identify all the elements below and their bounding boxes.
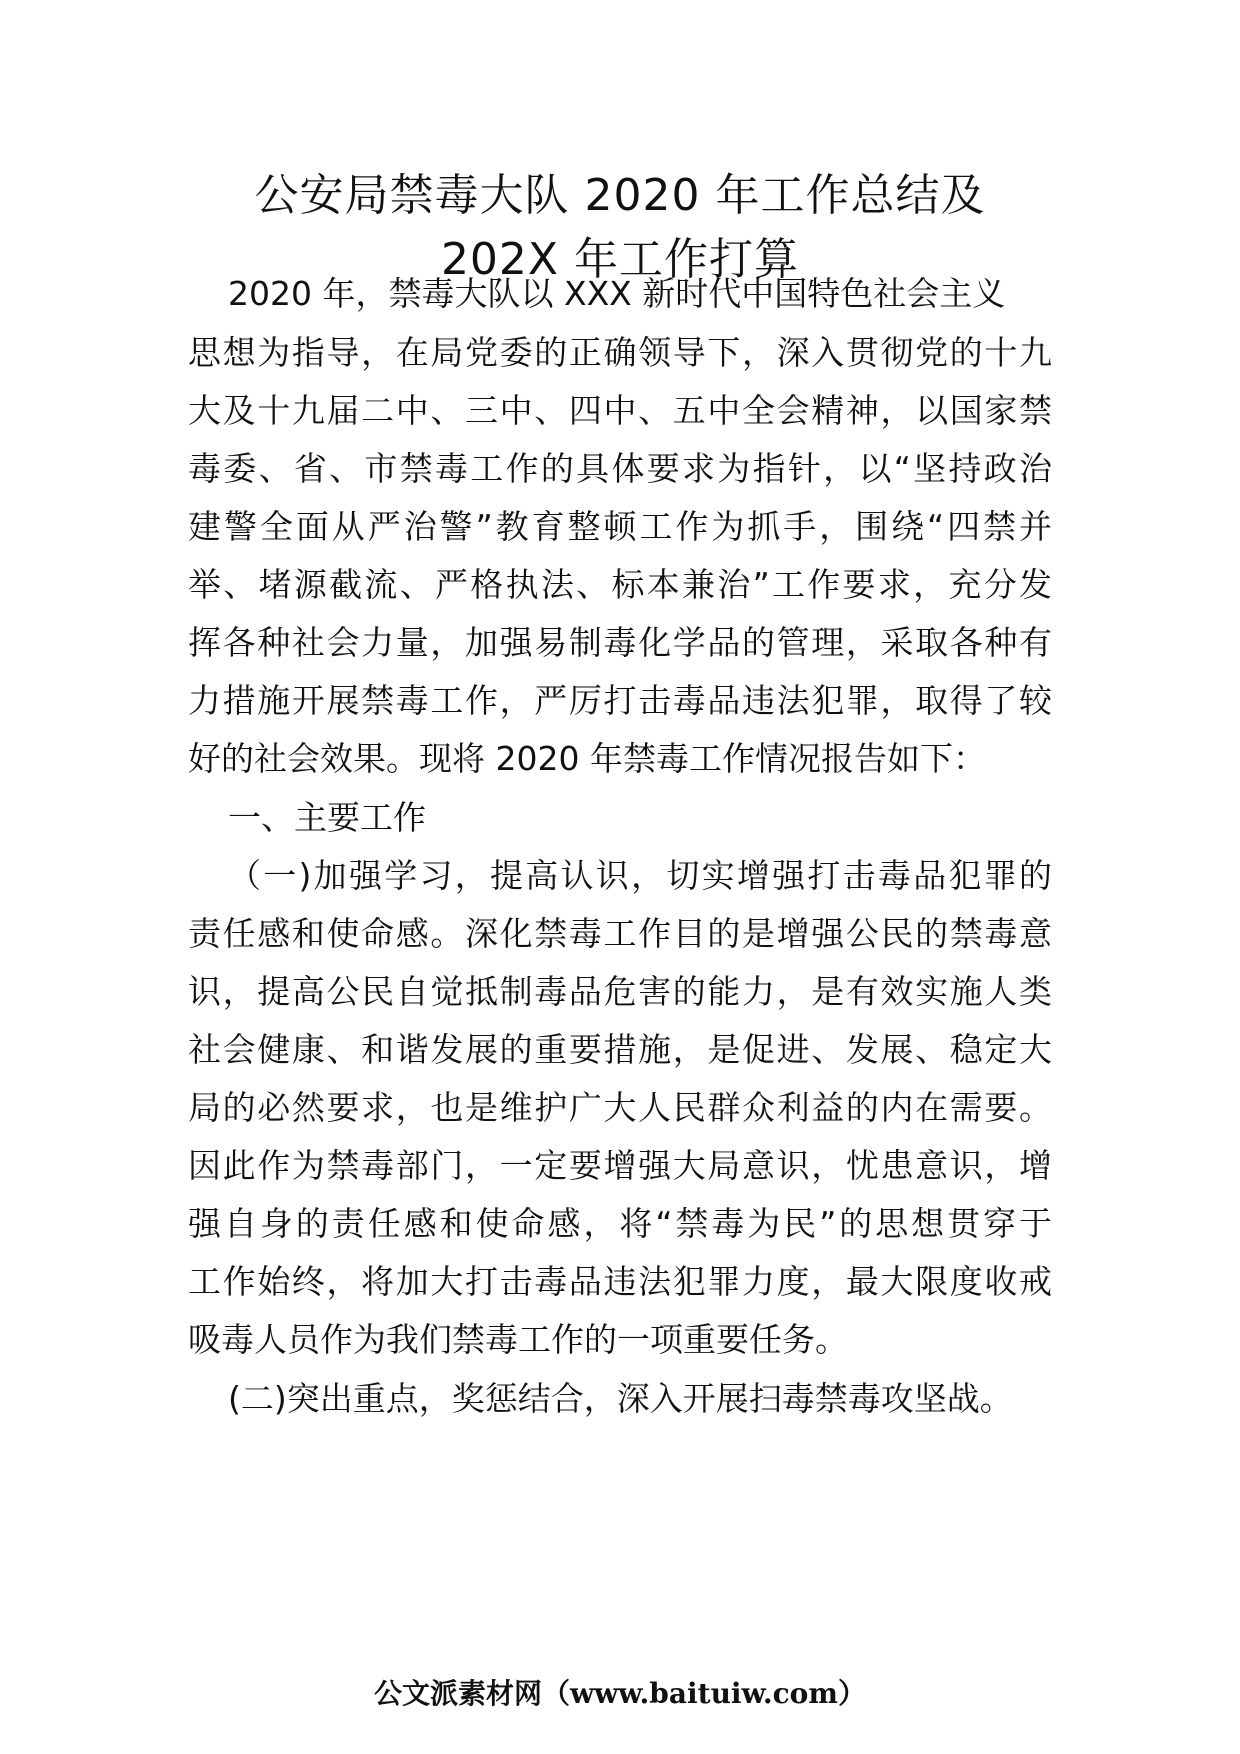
paragraph-2-line-3: 识，提高公民自觉抵制毒品危害的能力，是有效实施人类 [188,972,1052,1011]
paragraph-1-line-9: 好的社会效果。现将 2020 年禁毒工作情况报告如下： [188,739,986,778]
paragraph-1-line-4: 毒委、省、市禁毒工作的具体要求为指针，以“坚持政治 [188,449,1052,488]
paragraph-1-line-5: 建警全面从严治警”教育整顿工作为抓手，围绕“四禁并 [188,507,1052,546]
paragraph-2-line-5: 局的必然要求，也是维护广大人民群众利益的内在需要。 [188,1088,1052,1127]
paragraph-2-line-2: 责任感和使命感。深化禁毒工作目的是增强公民的禁毒意 [188,914,1052,953]
document-title-line-1: 公安局禁毒大队 2020 年工作总结及 [254,170,986,221]
section-heading: 一、主要工作 [228,798,426,837]
paragraph-2-line-9: 吸毒人员作为我们禁毒工作的一项重要任务。 [188,1320,848,1359]
paragraph-2-line-4: 社会健康、和谐发展的重要措施，是促进、发展、稳定大 [188,1030,1052,1069]
paragraph-3-line-1: (二)突出重点，奖惩结合，深入开展扫毒禁毒攻坚战。 [228,1379,1013,1418]
paragraph-1-line-7: 挥各种社会力量，加强易制毒化学品的管理，采取各种有 [188,623,1052,662]
paragraph-1-line-2: 思想为指导，在局党委的正确领导下，深入贯彻党的十九 [188,333,1052,372]
paragraph-1-line-3: 大及十九届二中、三中、四中、五中全会精神，以国家禁 [188,391,1052,430]
paragraph-2-line-7: 强自身的责任感和使命感，将“禁毒为民”的思想贯穿于 [188,1204,1052,1243]
paragraph-2-line-8: 工作始终，将加大打击毒品违法犯罪力度，最大限度收戒 [188,1262,1052,1301]
document-title-line-2: 202X 年工作打算 [440,234,800,285]
paragraph-2-line-6: 因此作为禁毒部门，一定要增强大局意识，忧患意识，增 [188,1146,1052,1185]
paragraph-1-line-8: 力措施开展禁毒工作，严厉打击毒品违法犯罪，取得了较 [188,681,1052,720]
paragraph-2-line-1: （一)加强学习，提高认识，切实增强打击毒品犯罪的 [228,856,1052,895]
footer-watermark: 公文派素材网（www.baituiw.com） [374,1677,866,1710]
paragraph-1-line-6: 举、堵源截流、严格执法、标本兼治”工作要求，充分发 [188,565,1052,604]
paragraph-1-line-1: 2020 年，禁毒大队以 XXX 新时代中国特色社会主义 [228,274,1006,313]
